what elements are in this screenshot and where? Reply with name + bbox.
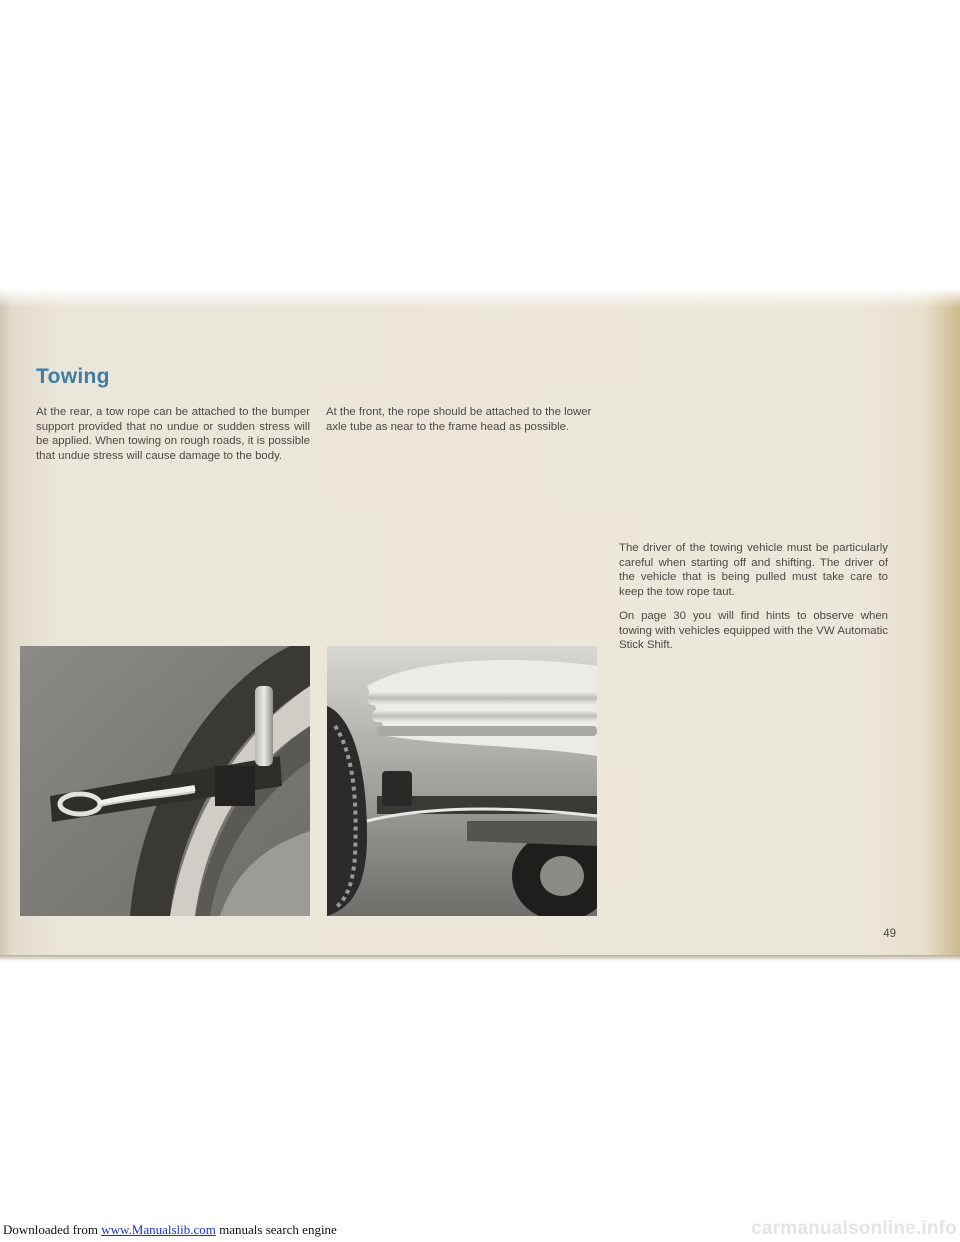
page-number: 49 — [883, 928, 896, 940]
footer-suffix: manuals search engine — [215, 1222, 337, 1237]
footer-prefix: Downloaded from — [3, 1222, 102, 1237]
page-title: Towing — [36, 365, 110, 388]
rear-bumper-tow-photo — [20, 646, 310, 916]
site-watermark: carmanualsonline.info — [751, 1218, 957, 1239]
front-axle-tow-photo — [327, 646, 597, 916]
download-footer — [3, 1222, 337, 1238]
rear-towing-paragraph: At the rear, a tow rope can be attached to the bumper support provided that no undue or sudden stress will be applied. When towing on rough roads, it is possible that undue stress will cause damage to the body. — [36, 406, 310, 462]
manualslib-link[interactable]: www.Manualslib.com — [101, 1222, 216, 1237]
page-bottom-edge — [0, 955, 960, 961]
stick-shift-hint-paragraph: On page 30 you will find hints to observe when towing with vehicles equipped with the VW Automatic Stick Shift. — [619, 610, 888, 652]
front-towing-paragraph: At the front, the rope should be attached to the lower axle tube as near to the frame head as possible. — [326, 406, 592, 433]
driver-caution-paragraph: The driver of the towing vehicle must be particularly careful when starting off and shifting. The driver of the vehicle that is being pulled must take care to keep the tow rope taut. — [619, 542, 888, 598]
